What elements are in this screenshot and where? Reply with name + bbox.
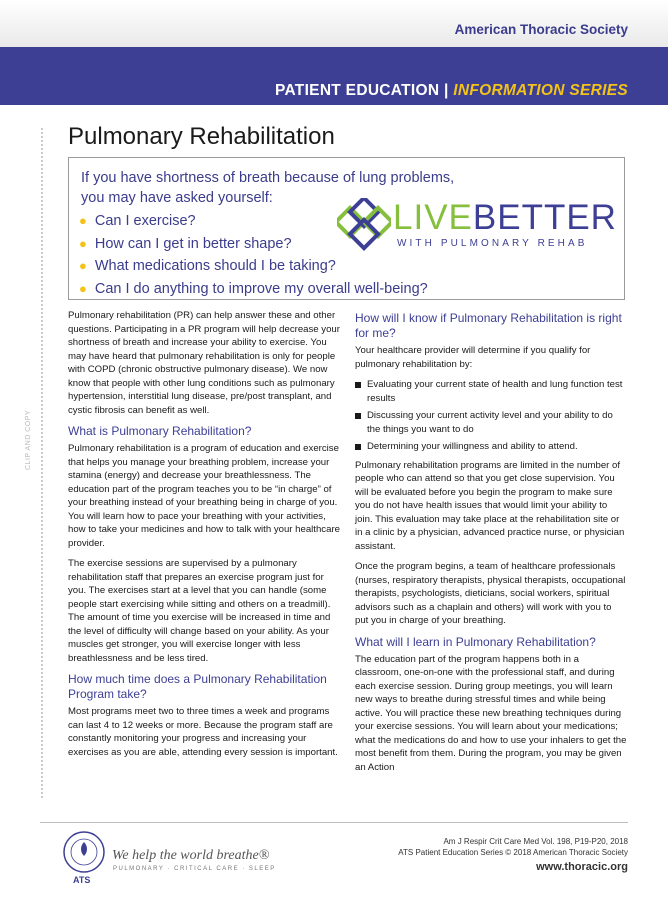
paragraph: The education part of the program happens both in a classroom, one-on-one with the professional staff, and during each exercise session. During group meetings, you will learn new ways to breathe during stressful times and while being active. You will practice these new breathing techniques during your exercise sessions. You will learn about your medications; what the medications do and how to use your inhalers to get the most benefit from them. During the program, you may be given an Action: [355, 653, 627, 773]
section-heading: What is Pulmonary Rehabilitation?: [68, 424, 252, 438]
callout-question: ● Can I do anything to improve my overall well-being?: [79, 280, 428, 297]
website-link[interactable]: www.thoracic.org: [536, 861, 628, 873]
paragraph: Pulmonary rehabilitation programs are limited in the number of people who can attend so that you get close supervision. You will be evaluated before you begin the program to make sure you do not have health issues that would limit your ability to join. This evaluation may take place at the rehabilitation site or in a clinic by a physician, advanced practice nurse, or physician assistant.: [355, 459, 625, 552]
section-heading: What will I learn in Pulmonary Rehabilitation?: [355, 634, 596, 649]
callout-intro: If you have shortness of breath because of lung problems, you may have asked yourself:: [81, 170, 455, 206]
bullet-icon: ●: [79, 280, 87, 296]
intro-paragraph: Pulmonary rehabilitation (PR) can help answer these and other questions. Participating in a PR program will help decrease your shortness of breath and increase your ability to exercise. You may have heard that pulmonary rehabilitation is only for people with COPD (chronic obstructive pulmonary disease). We now know that people with other lung conditions such as pulmonary hypertension, interstitial lung disease, pre/post transplant, and cystic fibrosis can benefit as well.: [68, 310, 340, 416]
series-separator: |: [443, 82, 449, 99]
clip-dotted-line: [41, 128, 43, 798]
logo-tagline: WITH PULMONARY REHAB: [397, 238, 588, 249]
citation-line: ATS Patient Education Series © 2018 American Thoracic Society: [398, 848, 628, 857]
callout-question: ● What medications should I be taking?: [79, 258, 336, 275]
paragraph: Most programs meet two to three times a week and programs can last 4 to 12 weeks or more. Because the program staff are constantly monitoring your progress and increasing your exercises as you are able, attending every session is important.: [68, 706, 338, 758]
list-item: Determining your willingness and ability to attend.: [355, 440, 627, 454]
list-item: Discussing your current activity level and your ability to do the things you want to do: [355, 409, 627, 436]
diamond-mark-icon: [337, 198, 391, 254]
bullet-icon: ●: [79, 213, 87, 228]
square-bullet-icon: [355, 382, 361, 388]
citation: [398, 836, 628, 858]
footer-subtag: PULMONARY · CRITICAL CARE · SLEEP: [113, 866, 276, 872]
page-title: Pulmonary Rehabilitation: [68, 123, 335, 150]
footer-divider: [40, 822, 628, 823]
logo-wordmark: LIVEBETTER: [393, 198, 617, 237]
square-bullet-icon: [355, 413, 361, 419]
right-column: [355, 309, 627, 781]
callout-question: ● How can I get in better shape?: [79, 235, 292, 252]
left-column: [68, 309, 344, 766]
bullet-icon: ●: [79, 258, 87, 274]
citation-line: Am J Respir Crit Care Med Vol. 198, P19-P20, 2018: [443, 837, 628, 846]
series-secondary: INFORMATION SERIES: [453, 82, 628, 99]
organization-name: American Thoracic Society: [454, 22, 628, 37]
square-bullet-icon: [355, 444, 361, 450]
paragraph: Your healthcare provider will determine if you qualify for pulmonary rehabilitation by:: [355, 345, 591, 370]
live-better-logo: [337, 198, 617, 254]
criteria-list: [355, 378, 627, 454]
paragraph: Once the program begins, a team of healthcare professionals (nurses, respiratory therapists, physical therapists, occupational therapists, psychologists, dieticians, social workers, spiritual advisors such as a chaplain and others) will work with you to put you in charge of your breathing.: [355, 561, 626, 626]
section-heading: How will I know if Pulmonary Rehabilitation is right for me?: [355, 311, 622, 340]
footer-tagline: We help the world breathe®: [112, 848, 270, 863]
series-primary: PATIENT EDUCATION: [274, 82, 440, 99]
paragraph: The exercise sessions are supervised by a pulmonary rehabilitation staff that prepares an exercise program just for you. The exercises start at a level that you can handle (some people start exercising while sitting and others on a treadmill). The amount of time you exercise will be increased in time and the level of difficulty will change based on your ability. As your muscles get stronger, you will exercise longer with less breathlessness and be less tired.: [68, 558, 331, 664]
list-item: Evaluating your current state of health and lung function test results: [355, 378, 627, 405]
ats-seal-icon: [62, 830, 106, 874]
clip-and-copy-label: CLIP AND COPY: [25, 409, 32, 470]
section-heading: How much time does a Pulmonary Rehabilitation Program take?: [68, 672, 327, 701]
seal-label: ATS: [73, 875, 91, 885]
callout-question: ● Can I exercise?: [79, 213, 196, 229]
bullet-icon: ●: [79, 235, 87, 251]
paragraph: Pulmonary rehabilitation is a program of education and exercise that helps you manage your breathing problem, increase your stamina (energy) and decrease your breathlessness. The education part of the program teaches you to be “in charge” of your breathing instead of your breathing being in charge of you. You will learn how to pace your breathing with your activities, how to take your medicines and how to talk with your healthcare provider.: [68, 443, 340, 549]
series-title: [275, 82, 628, 100]
question-callout-box: [68, 157, 625, 300]
